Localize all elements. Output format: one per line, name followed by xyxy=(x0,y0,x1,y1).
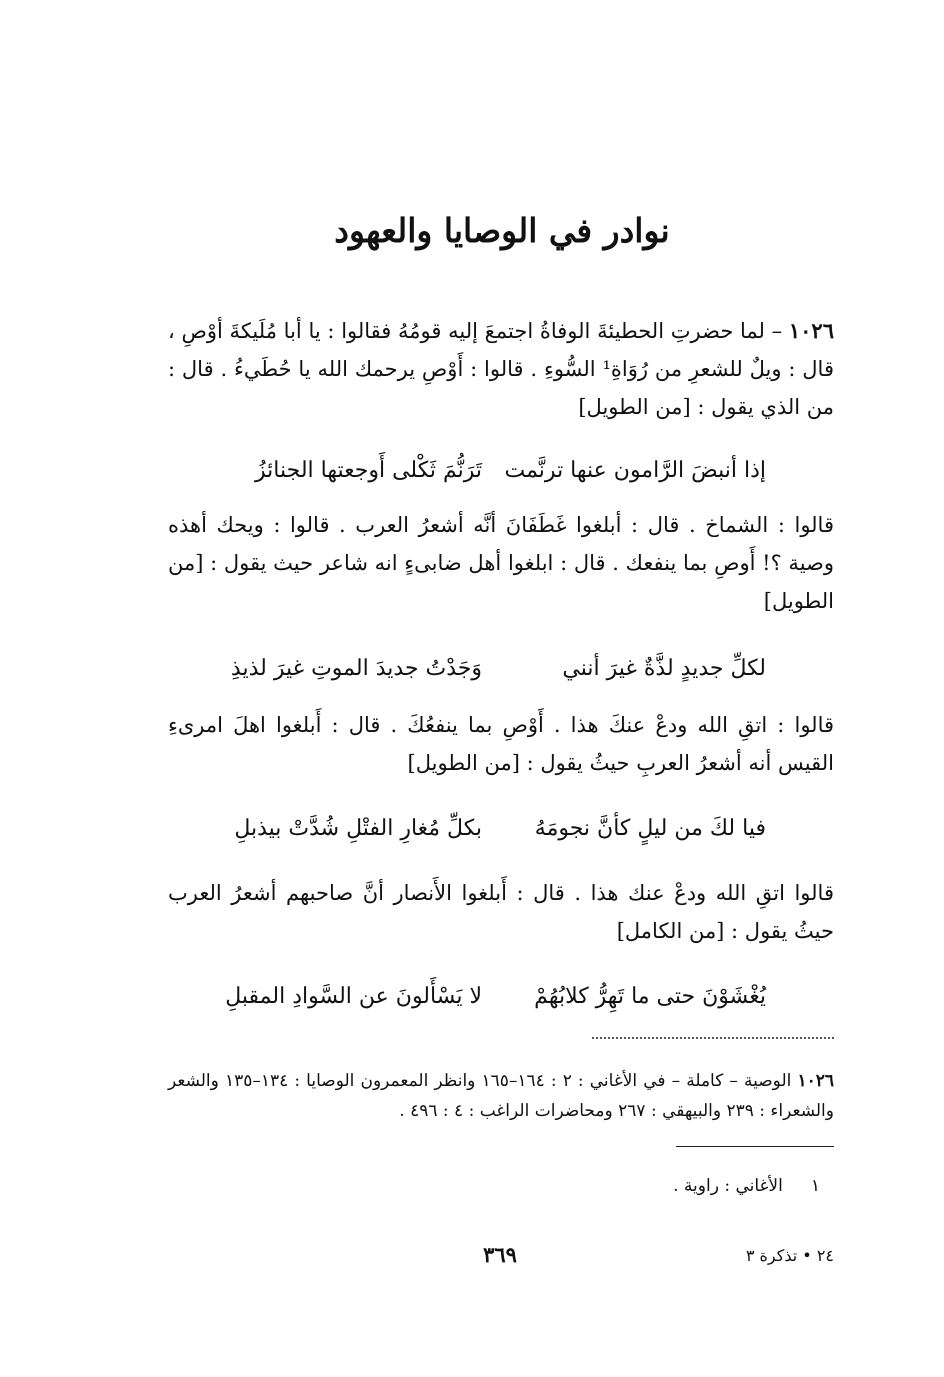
source-note-number: ١٠٢٦ xyxy=(797,1071,834,1091)
verse-4 xyxy=(168,978,834,1016)
page-number: ٣٦٩ xyxy=(483,1242,517,1267)
footnote-text: الأغاني : راوية . xyxy=(673,1176,783,1196)
verse-1-first-hemistich: إذا أنبضَ الرَّامون عنها ترنَّمت xyxy=(504,458,766,483)
verse-2-second-hemistich: وَجَدْتُ جديدَ الموتِ غيرَ لذيذِ xyxy=(230,656,482,681)
entry-paragraph-3: قالوا : اتقِ الله ودعْ عنكَ هذا . أَوْصِ بما ينفعُكَ . قال : أَبلغوا اهلَ امرىءِ القيس أنه أشعرُ العربِ حيثُ يقول : [من الطويل] xyxy=(168,713,834,775)
verse-1 xyxy=(168,452,834,490)
source-note-text: الوصية – كاملة – في الأغاني : ٢ : ١٦٤–١٦٥ وانظر المعمرون الوصايا : ١٣٤–١٣٥ والشعر والشعراء : ٢٣٩ والبيهقي : ٢٦٧ ومحاضرات الراغب : ٤ : ٤٩٦ . xyxy=(168,1071,834,1121)
signature-mark: ٢٤ • تذكرة ٣ xyxy=(745,1246,834,1265)
verse-4-second-hemistich: لا يَسْأَلونَ عن السَّوادِ المقبلِ xyxy=(225,984,482,1009)
dotted-divider xyxy=(592,1037,834,1039)
footnote xyxy=(400,1172,820,1200)
entry-number: ١٠٢٦ xyxy=(788,318,834,343)
entry-paragraph-2: قالوا : الشماخ . قال : أبلغوا غَطَفَانَ أنَّه أشعرُ العرب . قالوا : ويحك أهذه وصية ؟! أَوصِ بما ينفعك . قال : ابلغوا أهل ضابىءٍ انه شاعر حيث يقول : [من الطويل] xyxy=(168,513,834,613)
verse-3-first-hemistich: فيا لكَ من ليلٍ كأنَّ نجومَهُ xyxy=(534,816,766,841)
entry-paragraph-1 xyxy=(168,312,834,426)
verse-3 xyxy=(168,810,834,848)
verse-1-second-hemistich: تَرَنُّمَ ثَكْلى أَوجعتها الجنائزُ xyxy=(255,458,482,483)
page-title: نوادر في الوصايا والعهود xyxy=(334,211,670,250)
entry-paragraph-4: قالوا اتقِ الله ودعْ عنك هذا . قال : أَبلغوا الأَنصار أنَّ صاحبهم أشعرُ العرب حيثُ يقول : [من الكامل] xyxy=(168,881,834,943)
verse-3-second-hemistich: بكلِّ مُغارِ الفتْلِ شُدَّتْ بيذبلِ xyxy=(234,816,482,841)
entry-paragraph-1-text: – لما حضرتِ الحطيئةَ الوفاةُ اجتمعَ إليه قومُهُ فقالوا : يا أبا مُلَيكةَ أوْصِ ، قال : ويلٌ للشعرِ من رُوَاةِ¹ السُّوءِ . قالوا : أَوْصِ يرحمك الله يا حُطَيءُ . قال : من الذي يقول : [من الطويل] xyxy=(168,319,834,419)
verse-2 xyxy=(168,650,834,688)
footnote-number: ١ xyxy=(810,1176,820,1196)
verse-4-first-hemistich: يُغْشَوْنَ حتى ما تَهِرُّ كلابُهُمْ xyxy=(534,984,766,1009)
footnote-divider xyxy=(676,1146,834,1147)
verse-2-first-hemistich: لكلِّ جديدٍ لذَّةٌ غيرَ أنني xyxy=(562,656,766,681)
source-note xyxy=(168,1066,834,1126)
